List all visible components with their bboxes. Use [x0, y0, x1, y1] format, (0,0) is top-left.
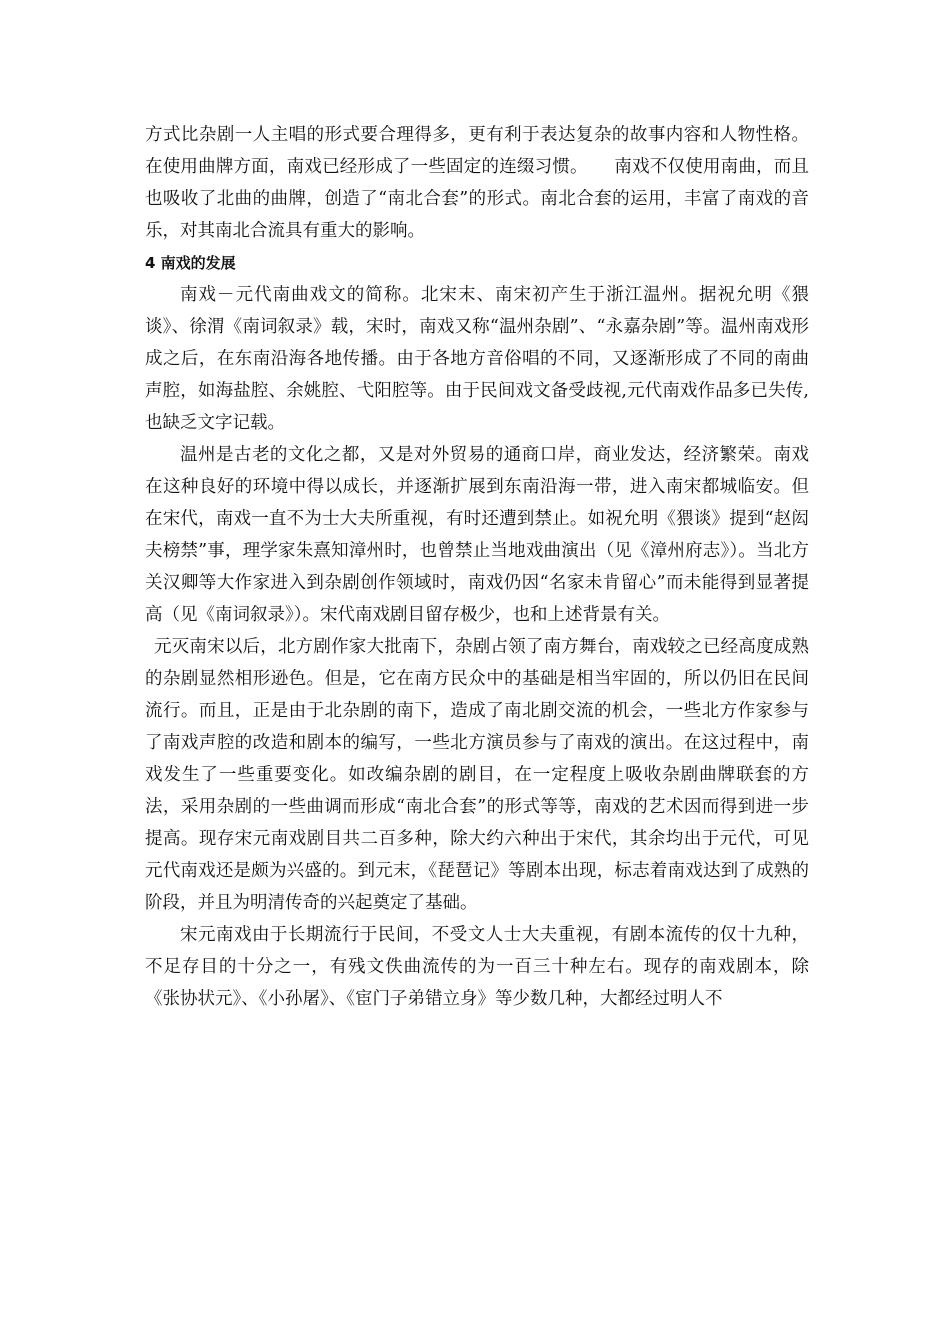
paragraph-nanxi-definition: 南戏－元代南曲戏文的简称。北宋末、南宋初产生于浙江温州。据祝允明《猥谈》、徐渭《南词叙录》载，宋时，南戏又称“温州杂剧”、“永嘉杂剧”等。温州南戏形成之后，在东南沿海各地传播。由于各地方音俗唱的不同，又逐渐形成了不同的南曲声腔，如海盐腔、余姚腔、弋阳腔等。由于民间戏文备受歧视,元代南戏作品多已失传,也缺乏文字记载。	[145, 285, 809, 433]
paragraph-yuan-dynasty: 元灭南宋以后，北方剧作家大批南下，杂剧占领了南方舞台，南戏较之已经高度成熟的杂剧显然相形逊色。但是，它在南方民众中的基础是相当牢固的，所以仍旧在民间流行。而且，正是由于北杂剧的南下，造成了南北剧交流的机会，一些北方作家参与了南戏声腔的改造和剧本的编写，一些北方演员参与了南戏的演出。在这过程中，南戏发生了一些重要变化。如改编杂剧的剧目，在一定程度上吸收杂剧曲牌联套的方法，采用杂剧的一些曲调而形成“南北合套”的形式等等，南戏的艺术因而得到进一步提高。现存宋元南戏剧目共二百多种，除大约六种出于宋代，其余均出于元代，可见元代南戏还是颇为兴盛的。到元末，《琵琶记》等剧本出现，标志着南戏达到了成熟的阶段，并且为明清传奇的兴起奠定了基础。	[145, 637, 809, 913]
paragraph-song-yuan-nanxi: 宋元南戏由于长期流行于民间，不受文人士大夫重视，有剧本流传的仅十九种，不足存目的十分之一，有残文佚曲流传的为一百三十种左右。现存的南戏剧本，除《张协状元》、《小孙屠》、《宦门子弟错立身》等少数几种，大都经过明人不	[145, 925, 809, 1009]
paragraph-wenzhou: 温州是古老的文化之都，又是对外贸易的通商口岸，商业发达，经济繁荣。南戏在这种良好的环境中得以成长，并逐渐扩展到东南沿海一带，进入南宋都城临安。但在宋代，南戏一直不为士大夫所重视，有时还遭到禁止。如祝允明《猥谈》提到“赵闳夫榜禁”事，理学家朱熹知漳州时，也曾禁止当地戏曲演出（见《漳州府志》）。当北方关汉卿等大作家进入到杂剧创作领域时，南戏仍因“名家未肯留心”而未能得到显著提高（见《南词叙录》）。宋代南戏剧目留存极少，也和上述背景有关。	[145, 445, 809, 625]
section-heading: 4 南戏的发展	[145, 254, 236, 272]
paragraph-continued: 方式比杂剧一人主唱的形式要合理得多，更有利于表达复杂的故事内容和人物性格。在使用曲牌方面，南戏已经形成了一些固定的连缀习惯。 南戏不仅使用南曲，而且也吸收了北曲的曲牌，创造了“南北合套”的形式。南北合套的运用，丰富了南戏的音乐，对其南北合流具有重大的影响。	[145, 125, 809, 241]
document-body	[145, 119, 809, 1015]
